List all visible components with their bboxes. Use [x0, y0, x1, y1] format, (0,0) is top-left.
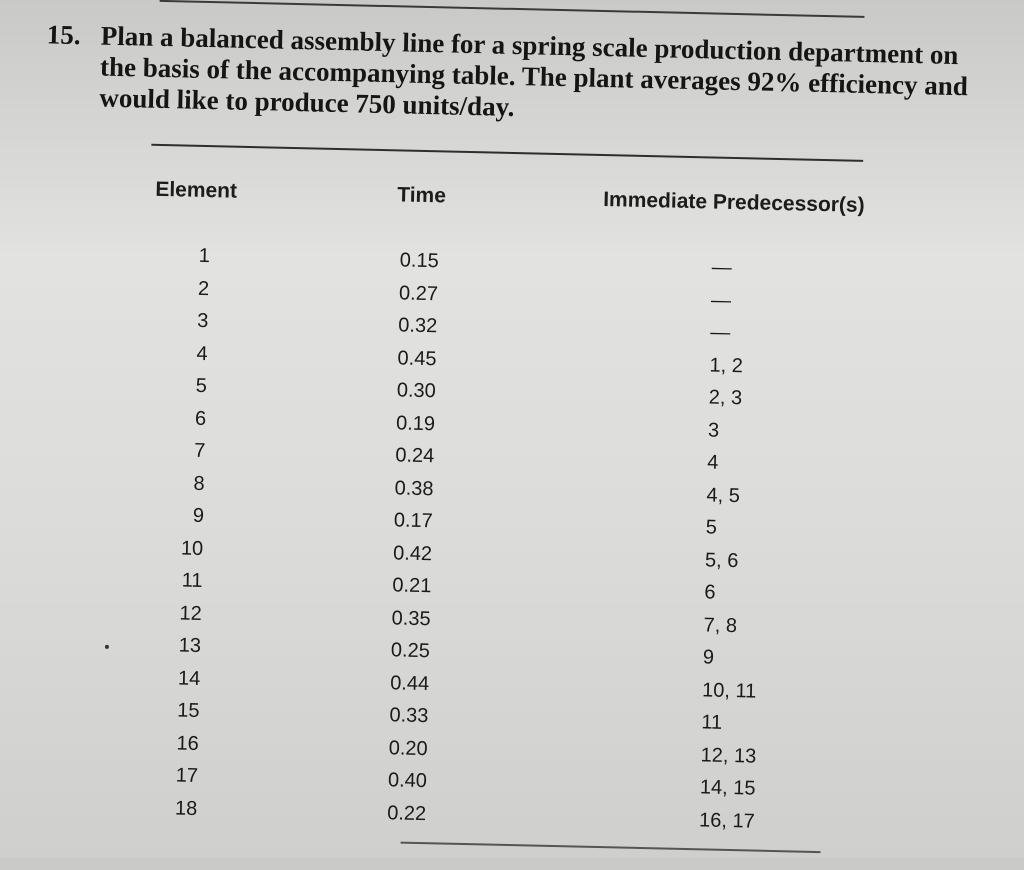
element-cell: 16 — [176, 731, 200, 755]
element-cell: 9 — [192, 504, 205, 528]
predecessor-cell: 9 — [702, 646, 715, 669]
top-rule — [160, 0, 865, 18]
element-cell: 4 — [196, 342, 208, 365]
time-cell: 0.33 — [389, 704, 429, 728]
predecessor-cell: 2, 3 — [708, 386, 743, 410]
predecessor-cell: 4 — [707, 451, 719, 474]
time-cell: 0.15 — [399, 249, 439, 273]
predecessor-cell: 12, 13 — [700, 743, 757, 768]
element-cell: 10 — [180, 537, 204, 560]
predecessor-cell: 10, 11 — [701, 678, 757, 703]
time-cell: 0.21 — [392, 574, 432, 598]
predecessor-cell: 3 — [707, 418, 720, 442]
time-cell: 0.45 — [397, 346, 437, 370]
predecessor-cell: 1, 2 — [709, 353, 744, 377]
predecessor-cell: 7, 8 — [703, 613, 738, 637]
time-cell: 0.44 — [389, 671, 430, 695]
element-cell: 8 — [193, 472, 205, 495]
time-cell: 0.25 — [390, 639, 431, 663]
time-cell: 0.17 — [393, 509, 434, 533]
stray-mark — [105, 645, 109, 649]
element-cell: 12 — [179, 602, 202, 625]
predecessor-cell: 11 — [701, 711, 723, 734]
header-predecessors: Immediate Predecessor(s) — [602, 188, 865, 217]
element-cell: 14 — [177, 666, 201, 690]
predecessor-cell: 16, 17 — [698, 808, 756, 833]
predecessor-cell: 4, 5 — [706, 483, 741, 507]
time-cell: 0.38 — [394, 476, 434, 500]
predecessor-cell: — — [711, 256, 732, 279]
table-bottom-rule — [401, 842, 821, 854]
time-cell: 0.42 — [392, 541, 433, 565]
predecessor-cell: — — [710, 288, 732, 312]
predecessor-cell: 5 — [705, 516, 718, 539]
time-cell: 0.40 — [387, 769, 428, 793]
header-time: Time — [397, 183, 447, 208]
element-cell: 18 — [174, 796, 198, 820]
element-cell: 5 — [195, 374, 208, 398]
time-cell: 0.24 — [395, 444, 435, 468]
time-cell: 0.32 — [398, 314, 438, 338]
predecessor-cell: 6 — [704, 581, 716, 604]
predecessor-cell: 14, 15 — [699, 776, 756, 800]
time-cell: 0.22 — [387, 801, 427, 825]
element-cell: 6 — [194, 407, 207, 430]
time-cell: 0.19 — [395, 411, 436, 435]
header-element: Element — [155, 177, 238, 203]
time-cell: 0.30 — [396, 379, 437, 403]
element-cell: 13 — [178, 634, 202, 657]
element-cell: 17 — [175, 764, 199, 787]
element-cell: 1 — [198, 244, 211, 268]
table-body — [0, 240, 1024, 848]
predecessor-cell: — — [709, 321, 731, 344]
predecessor-cell: 5, 6 — [704, 548, 739, 572]
time-cell: 0.20 — [388, 736, 428, 760]
element-cell: 15 — [177, 699, 200, 722]
element-cell: 7 — [194, 439, 206, 463]
element-cell: 2 — [197, 277, 210, 300]
time-cell: 0.35 — [391, 606, 431, 630]
problem-statement: Plan a balanced assembly line for a spring scale production department on the basis of the accompanying table. The plant averages 92% efficiency and would like to produce 750 units/day. — [99, 20, 969, 122]
time-cell: 0.27 — [398, 281, 439, 305]
element-cell: 3 — [196, 309, 209, 333]
table-top-rule — [151, 144, 863, 162]
element-cell: 11 — [181, 569, 203, 593]
problem-number: 15. — [46, 19, 81, 51]
